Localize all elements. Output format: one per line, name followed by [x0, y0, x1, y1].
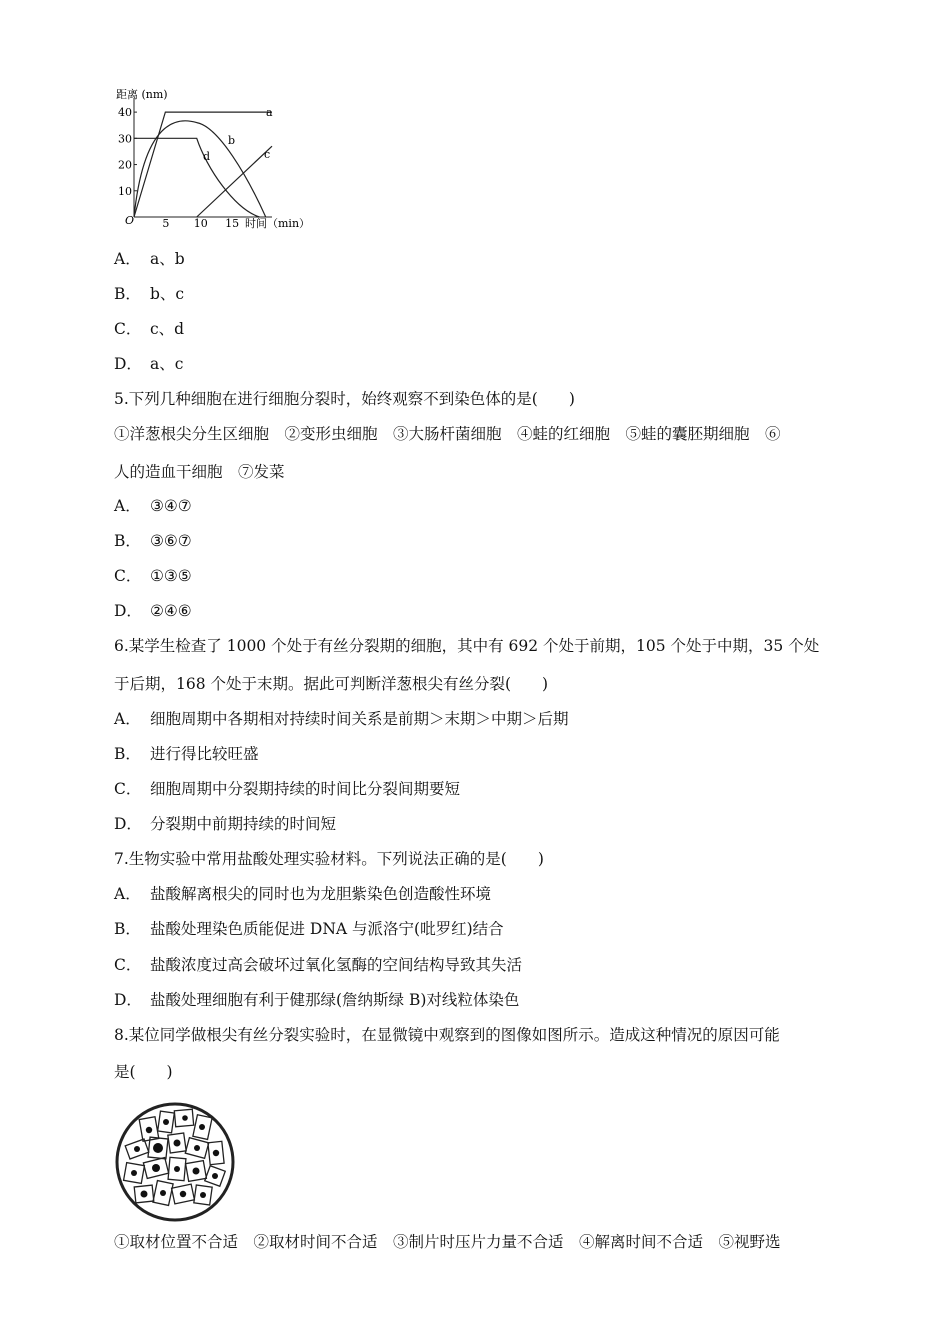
q5-option-d[interactable] [114, 601, 192, 621]
option-letter: B． [114, 745, 141, 763]
q6-option-c[interactable] [114, 779, 460, 799]
q4-option-a[interactable] [114, 249, 185, 269]
option-text: ③④⑦ [150, 497, 192, 515]
x-tick-label: 5 [162, 217, 170, 230]
series-label-a: a [266, 106, 273, 119]
q7-option-b[interactable] [114, 919, 504, 939]
q5-option-b[interactable] [114, 531, 192, 551]
series-line-a [134, 112, 272, 217]
x-tick-label: 15 [225, 217, 240, 230]
option-letter: C． [114, 567, 142, 585]
option-text: b、c [150, 285, 185, 303]
q4-option-c[interactable] [114, 319, 184, 339]
x-axis-label: 时间（min） [245, 217, 311, 230]
option-letter: A． [114, 250, 141, 268]
option-text: 细胞周期中各期相对持续时间关系是前期＞末期＞中期＞后期 [150, 710, 569, 728]
q6-option-a[interactable] [114, 709, 569, 729]
option-letter: C． [114, 956, 142, 974]
option-text: 细胞周期中分裂期持续的时间比分裂间期要短 [150, 780, 461, 798]
y-tick-label: 20 [118, 158, 132, 172]
option-text: ①③⑤ [150, 567, 192, 585]
option-letter: A． [114, 885, 141, 903]
q4-option-d[interactable] [114, 354, 183, 374]
option-letter: D． [114, 815, 142, 833]
q5-stem: 5.下列几种细胞在进行细胞分裂时，始终观察不到染色体的是( ) [114, 390, 575, 408]
series-line-d [134, 138, 259, 217]
q8-items-line: ①取材位置不合适 ②取材时间不合适 ③制片时压片力量不合适 ④解离时间不合适 ⑤视野选 [114, 1233, 781, 1251]
option-letter: D． [114, 991, 142, 1009]
series-line-b [134, 121, 266, 217]
q6-stem-line2: 于后期，168 个处于末期。据此可判断洋葱根尖有丝分裂( ) [114, 675, 549, 693]
q7-option-a[interactable] [114, 884, 491, 904]
option-text: ②④⑥ [150, 602, 192, 620]
q8-stem-line1: 8.某位同学做根尖有丝分裂实验时，在显微镜中观察到的图像如图所示。造成这种情况的原因可能 [114, 1026, 780, 1044]
chart-series [134, 106, 273, 217]
option-letter: B． [114, 285, 141, 303]
series-label-d: d [203, 150, 211, 163]
q5-items-line1: ①洋葱根尖分生区细胞 ②变形虫细胞 ③大肠杆菌细胞 ④蛙的红细胞 ⑤蛙的囊胚期细胞 ⑥ [114, 425, 781, 443]
option-letter: C． [114, 780, 142, 798]
q5-items-line2: 人的造血干细胞 ⑦发菜 [114, 463, 285, 481]
option-letter: B． [114, 920, 141, 938]
distance-time-chart [112, 82, 318, 234]
q8-stem-line2: 是( ) [114, 1063, 173, 1081]
option-letter: D． [114, 602, 142, 620]
option-text: a、b [150, 250, 185, 268]
option-text: 盐酸解离根尖的同时也为龙胆紫染色创造酸性环境 [150, 885, 492, 903]
microscope-view-image [113, 1100, 237, 1224]
option-text: 盐酸处理染色质能促进 DNA 与派洛宁(吡罗红)结合 [150, 920, 504, 938]
option-letter: A． [114, 710, 141, 728]
option-text: c、d [150, 320, 185, 338]
y-tick-label: 10 [118, 184, 132, 198]
q7-stem: 7.生物实验中常用盐酸处理实验材料。下列说法正确的是( ) [114, 850, 544, 868]
option-text: 盐酸浓度过高会破坏过氧化氢酶的空间结构导致其失活 [150, 956, 523, 974]
option-letter: D． [114, 355, 142, 373]
q6-option-b[interactable] [114, 744, 259, 764]
q6-option-d[interactable] [114, 814, 336, 834]
y-tick-label: 30 [118, 132, 132, 146]
option-text: 盐酸处理细胞有利于健那绿(詹纳斯绿 B)对线粒体染色 [150, 991, 520, 1009]
option-letter: B． [114, 532, 141, 550]
q6-stem-line1: 6.某学生检查了 1000 个处于有丝分裂期的细胞，其中有 692 个处于前期，105 个处于中期，35 个处 [114, 637, 820, 655]
q5-option-c[interactable] [114, 566, 192, 586]
option-text: a、c [150, 355, 184, 373]
option-letter: C． [114, 320, 142, 338]
y-axis-label: 距离 (nm) [116, 88, 168, 101]
y-tick-label: 40 [118, 106, 132, 120]
option-text: 分裂期中前期持续的时间短 [150, 815, 337, 833]
q7-option-c[interactable] [114, 955, 522, 975]
x-tick-label: 10 [193, 217, 208, 230]
option-letter: A． [114, 497, 141, 515]
option-text: ③⑥⑦ [150, 532, 192, 550]
q7-option-d[interactable] [114, 990, 519, 1010]
option-text: 进行得比较旺盛 [150, 745, 259, 763]
q4-option-b[interactable] [114, 284, 184, 304]
origin-label: O [125, 214, 135, 227]
series-label-b: b [228, 134, 236, 147]
series-label-c: c [264, 148, 271, 161]
q5-option-a[interactable] [114, 496, 192, 516]
